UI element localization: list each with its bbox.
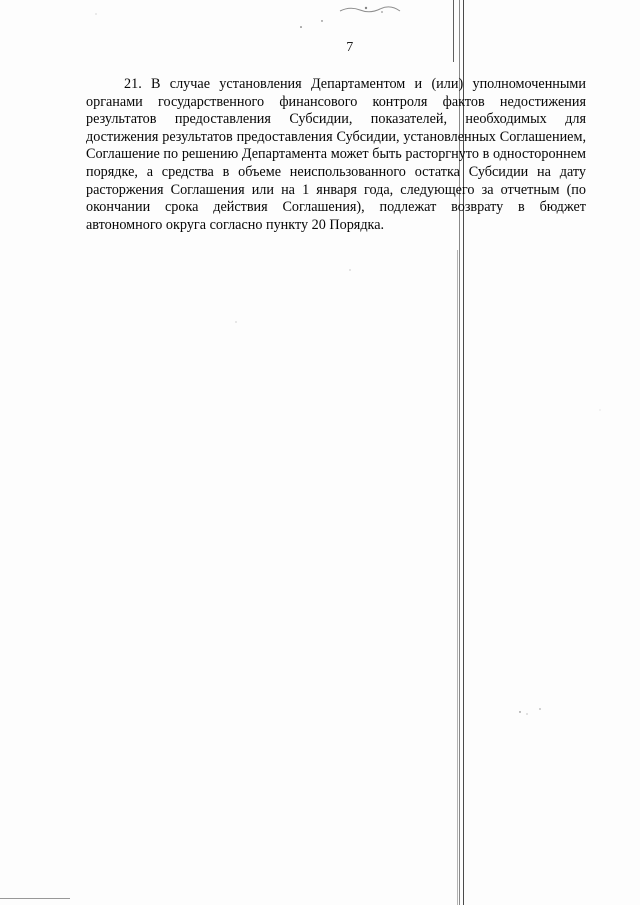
page-number: 7 xyxy=(346,40,354,55)
stamp-smudge xyxy=(330,2,410,16)
binding-line xyxy=(457,250,458,905)
clause-21-paragraph: 21. В случае установления Департаментом и (или) уполномоченными органами государственного финансового контроля фактов недостижения результатов предоставления Субсидии, показателей, необходимых для достижения результатов предоставления Субсидии, установленных Соглашением, Соглашение по решению Департамента может быть расторгнуто в одностороннем порядке, а средства в объеме неиспользованного остатка Субсидии на дату расторжения Соглашения или на 1 января года, следующего за отчетным (по окончании срока действия Соглашения), подлежат возврату в бюджет автономного округа согласно пункту 20 Порядка. xyxy=(86,76,586,233)
scan-edge xyxy=(0,898,70,899)
